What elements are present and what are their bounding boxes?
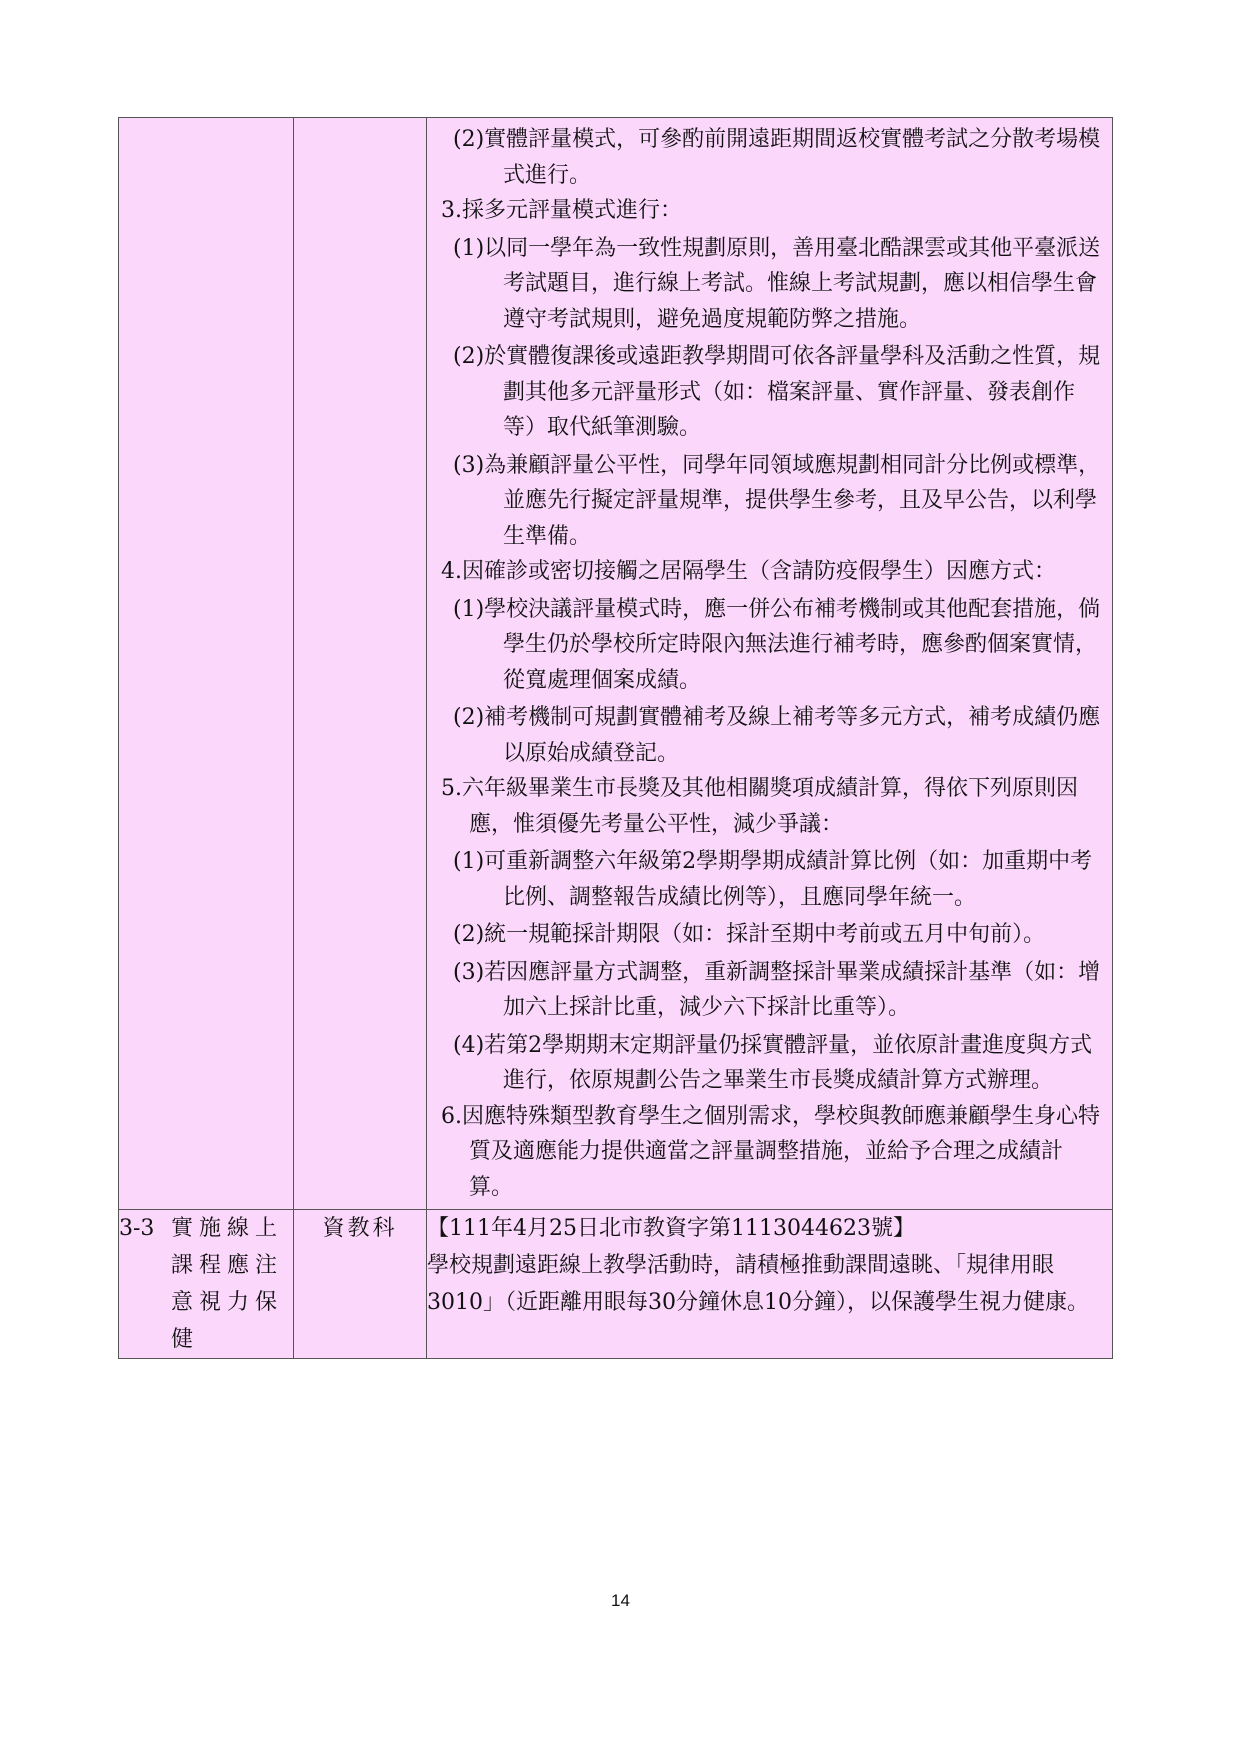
measures-cell bbox=[427, 118, 1113, 1210]
list-item: 3.採多元評量模式進行： bbox=[441, 198, 682, 223]
sub-list-item: (2)統一規範採計期限（如：採計至期中考前或五月中旬前）。 bbox=[453, 922, 1046, 947]
sub-list-item: (2)實體評量模式，可參酌前開遠距期間返校實體考試之分散考場模式進行。 bbox=[453, 127, 1101, 188]
table-row-vision-health bbox=[119, 1210, 1113, 1359]
sub-list-item: (1)以同一學年為一致性規劃原則，善用臺北酷課雲或其他平臺派送考試題目，進行線上考試。惟線上考試規劃，應以相信學生會遵守考試規則，避免過度規範防弊之措施。 bbox=[453, 235, 1101, 332]
item-cell bbox=[119, 1210, 294, 1359]
sub-list-item: (3)若因應評量方式調整，重新調整採計畢業成績採計基準（如：增加六上採計比重，減少六下採計比重等）。 bbox=[453, 959, 1101, 1020]
list-item: 4.因確診或密切接觸之居隔學生（含請防疫假學生）因應方式： bbox=[441, 559, 1056, 584]
item-number: 3-3 bbox=[119, 1216, 155, 1241]
measures-content bbox=[427, 118, 1112, 1209]
sub-list-item: (1)可重新調整六年級第2學期學期成績計算比例（如：加重期中考比例、調整報告成績比例等），且應同學年統一。 bbox=[453, 849, 1093, 910]
empty-item-cell bbox=[119, 118, 294, 1210]
list-item: 5.六年級畢業生市長獎及其他相關獎項成績計算，得依下列原則因應，惟須優先考量公平性，減少爭議： bbox=[441, 776, 1078, 837]
policy-table bbox=[118, 117, 1113, 1359]
page-number: 14 bbox=[611, 1591, 630, 1610]
empty-department-cell bbox=[294, 118, 427, 1210]
directive-reference: 【111年4月25日北市教資字第1113044623號】 bbox=[427, 1216, 915, 1241]
directive-content: 學校規劃遠距線上教學活動時，請積極推動課間遠眺、「規律用眼3010」（近距離用眼每30分鐘休息10分鐘），以保護學生視力健康。 bbox=[427, 1253, 1089, 1315]
department-cell: 資教科 bbox=[294, 1210, 427, 1359]
sub-list-item: (3)為兼顧評量公平性，同學年同領域應規劃相同計分比例或標準，並應先行擬定評量規準，提供學生參考，且及早公告，以利學生準備。 bbox=[453, 452, 1101, 549]
sub-list-item: (1)學校決議評量模式時，應一併公布補考機制或其他配套措施，倘學生仍於學校所定時限內無法進行補考時，應參酌個案實情，從寬處理個案成績。 bbox=[453, 596, 1101, 693]
sub-list-item: (2)補考機制可規劃實體補考及線上補考等多元方式，補考成績仍應以原始成績登記。 bbox=[453, 705, 1101, 766]
directive-cell bbox=[427, 1210, 1113, 1359]
item-label: 實施線上課程應注意視力保健 bbox=[171, 1216, 284, 1352]
table-row-continued bbox=[119, 118, 1113, 1210]
sub-list-item: (4)若第2學期期末定期評量仍採實體評量，並依原計畫進度與方式進行，依原規劃公告之畢業生市長獎成績計算方式辦理。 bbox=[453, 1032, 1093, 1093]
list-item: 6.因應特殊類型教育學生之個別需求，學校與教師應兼顧學生身心特質及適應能力提供適當之評量調整措施，並給予合理之成績計算。 bbox=[441, 1103, 1100, 1200]
sub-list-item: (2)於實體復課後或遠距教學期間可依各評量學科及活動之性質，規劃其他多元評量形式（如：檔案評量、實作評量、發表創作等）取代紙筆測驗。 bbox=[453, 344, 1101, 440]
